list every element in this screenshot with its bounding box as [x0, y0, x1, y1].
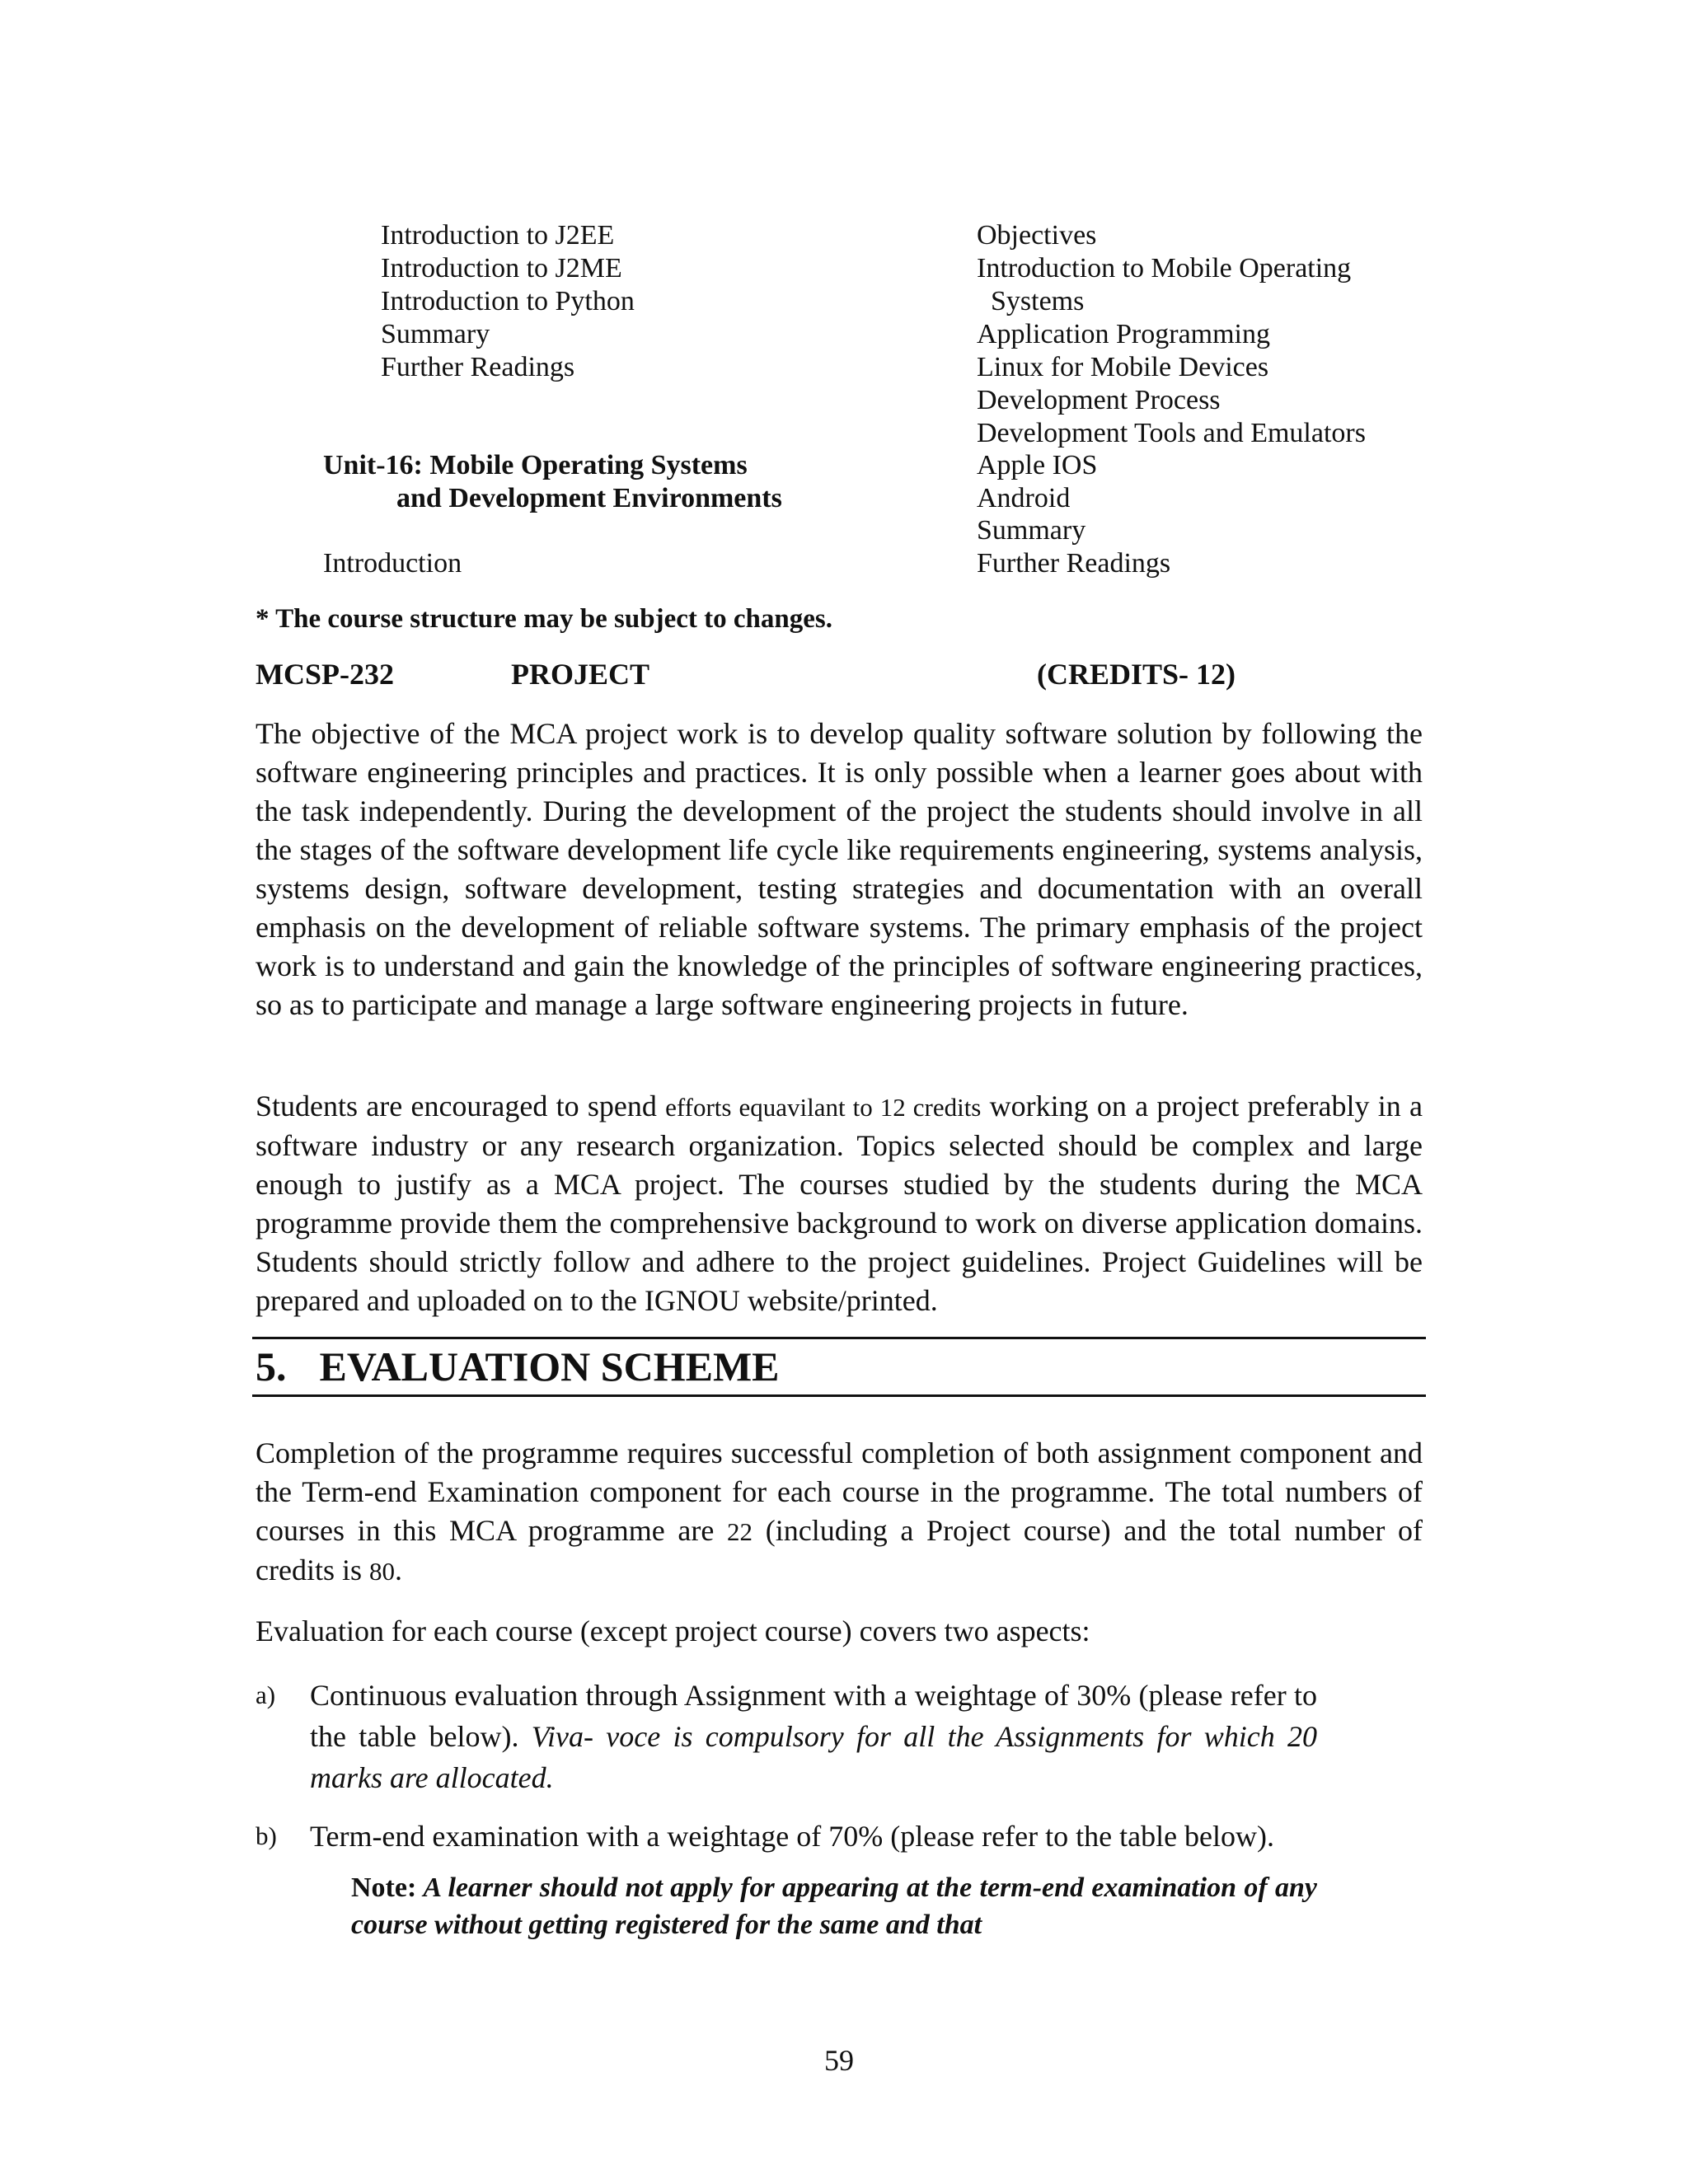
toc-item: Linux for Mobile Devices: [977, 352, 1269, 382]
course-code: MCSP-232: [256, 658, 394, 691]
list-item-italic: Viva- voce is compulsory for all the Assignments for which 20 marks are allocated.: [310, 1720, 1317, 1794]
heading-rule-bottom: [252, 1394, 1426, 1397]
toc-item: Objectives: [977, 220, 1097, 251]
toc-item: Introduction: [323, 548, 462, 579]
note: [351, 1869, 1317, 1943]
paragraph-text: (including a Project course) and the total number of credits is: [256, 1514, 1423, 1586]
toc-item: Apple IOS: [977, 450, 1098, 480]
unit-title: Unit-16: Mobile Operating Systems: [323, 450, 748, 480]
list-item-text: Continuous evaluation through Assignment with a weightage of 30% (please refer to the table below).: [310, 1679, 1317, 1753]
note-text: A learner should not apply for appearing at the term-end examination of any course without getting registered for the same and that: [351, 1872, 1317, 1940]
note-label: Note:: [351, 1872, 417, 1903]
course-count: 22: [727, 1517, 753, 1546]
toc-item: Introduction to Python: [381, 286, 635, 316]
toc-item: Introduction to Mobile Operating: [977, 253, 1352, 284]
toc-item: Further Readings: [381, 352, 575, 382]
heading-rule-top: [252, 1337, 1426, 1339]
list-marker: b): [256, 1821, 277, 1850]
paragraph-text-small: efforts equavilant to 12 credits: [665, 1093, 982, 1122]
toc-item: Systems: [991, 286, 1085, 316]
project-paragraph-1: The objective of the MCA project work is to develop quality software solution by following the software engineering principles and practices. It is only possible when a learner goes about with the task independently. During the development of the project the students should involve in all the stages of the software development life cycle like requirements engineering, systems analysis, systems design, software development, testing strategies and documentation with an overall emphasis on the development of reliable software systems. The primary emphasis of the project work is to understand and gain the knowledge of the principles of software engineering practices, so as to participate and manage a large software engineering projects in future.: [256, 717, 1423, 1021]
toc-item: Development Process: [977, 385, 1221, 415]
toc-item: Introduction to J2ME: [381, 253, 622, 284]
paragraph-text: Completion of the programme requires successful completion of both assignment component and the Term-end Examination component for each course in the programme. The total numbers of courses in this MCA programme are: [256, 1436, 1423, 1547]
section-number: 5.: [256, 1343, 287, 1390]
toc-item: Development Tools and Emulators: [977, 418, 1366, 448]
list-marker: a): [256, 1680, 276, 1709]
course-structure-note: * The course structure may be subject to changes.: [256, 604, 832, 634]
page-number: 59: [824, 2044, 854, 2077]
course-credits: (CREDITS- 12): [1037, 658, 1236, 691]
unit-subtitle: and Development Environments: [396, 483, 782, 513]
list-item: [310, 1816, 1332, 1857]
evaluation-paragraph: [256, 1434, 1423, 1591]
toc-item: Summary: [977, 515, 1086, 546]
list-item: [310, 1675, 1317, 1798]
paragraph-text: .: [394, 1554, 402, 1586]
evaluation-intro: Evaluation for each course (except project course) covers two aspects:: [256, 1615, 1090, 1647]
paragraph-text: Students are encouraged to spend: [256, 1090, 666, 1122]
toc-item: Application Programming: [977, 319, 1271, 349]
project-paragraph-2: [256, 1087, 1423, 1320]
paragraph-text: working on a project preferably in a software industry or any research organization. Topics selected should be complex and large enough to justify as a MCA project. The courses studied by the students during the MCA programme provide them the comprehensive background to work on diverse application domains. Students should strictly follow and adhere to the project guidelines. Project Guidelines will be prepared and uploaded on to the IGNOU website/printed.: [256, 1090, 1423, 1317]
toc-item: Introduction to J2EE: [381, 220, 615, 251]
list-item-text: Term-end examination with a weightage of 70% (please refer to the table below).: [310, 1820, 1275, 1853]
section-title: EVALUATION SCHEME: [319, 1343, 780, 1390]
credit-count: 80: [368, 1557, 395, 1586]
toc-item: Summary: [381, 319, 490, 349]
section-heading: [256, 1342, 779, 1391]
course-title: PROJECT: [511, 658, 650, 691]
toc-item: Android: [977, 483, 1071, 513]
toc-item: Further Readings: [977, 548, 1171, 579]
